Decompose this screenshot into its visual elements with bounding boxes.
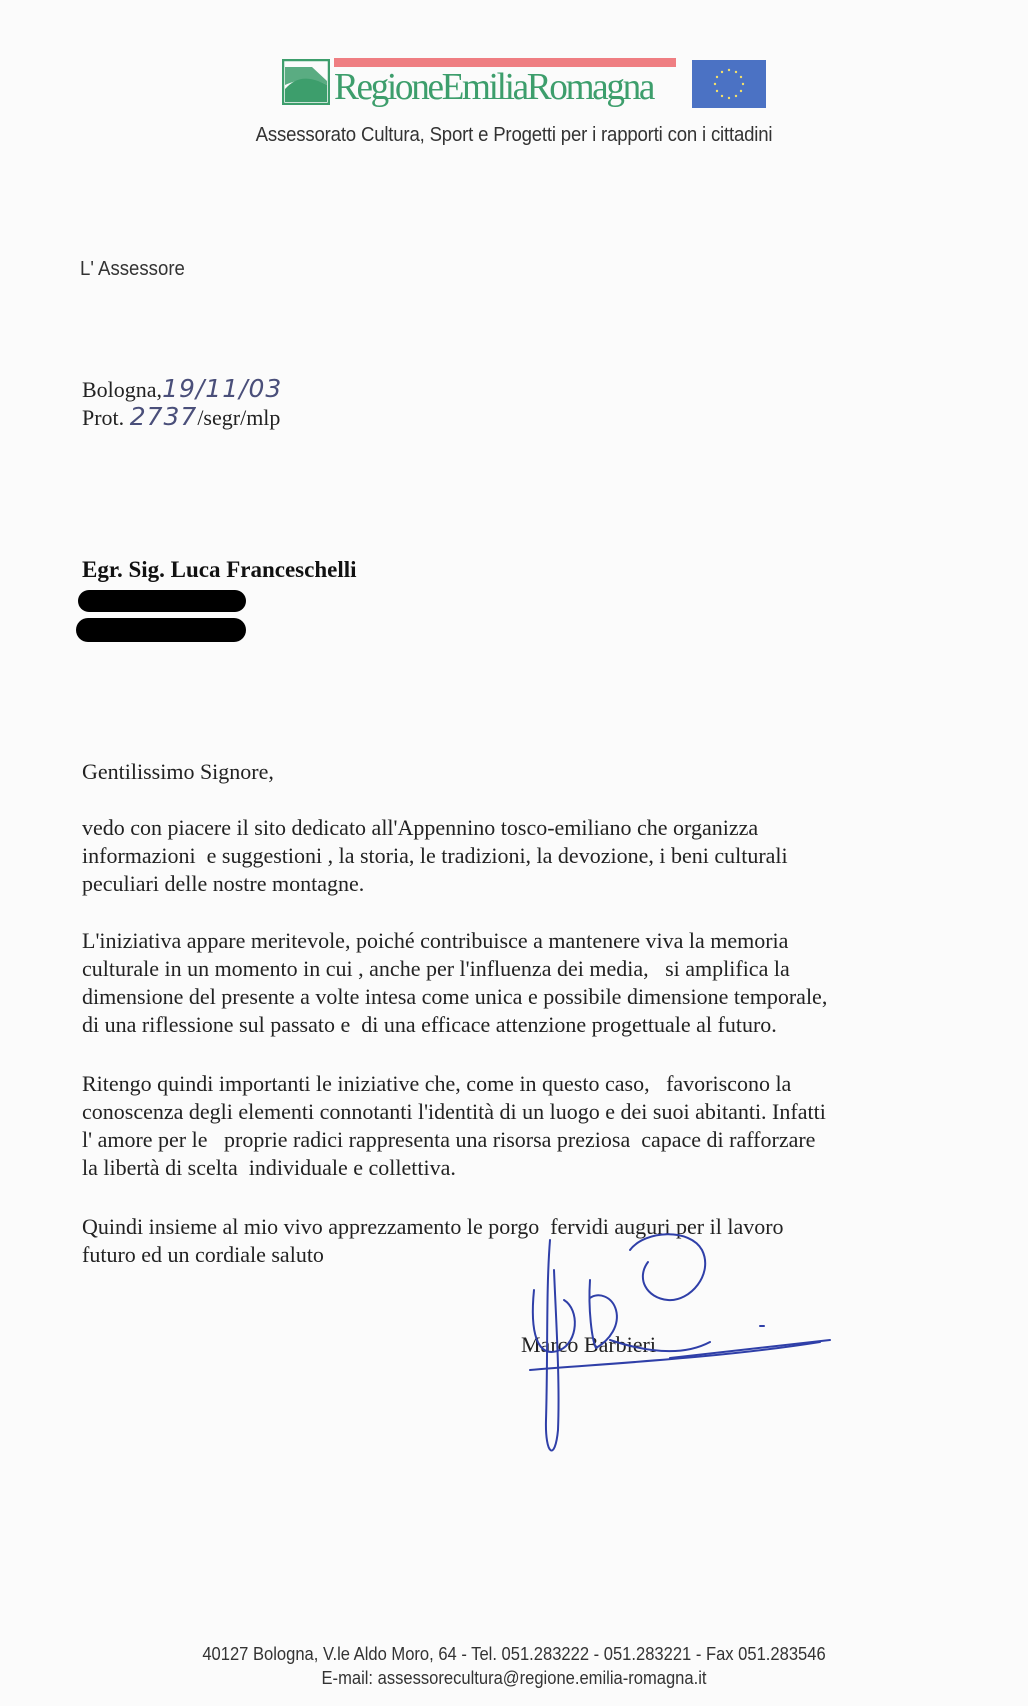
- footer-email: E-mail: assessorecultura@regione.emilia-romagna.it: [321, 1668, 707, 1688]
- date-line: [82, 374, 282, 403]
- protocol-line: [82, 402, 280, 431]
- department-subtitle: Assessorato Cultura, Sport e Progetti per i rapporti con i cittadini: [255, 124, 773, 146]
- paragraph-3: Ritengo quindi importanti le iniziative che, come in questo caso, favoriscono la conoscenza degli elementi connotanti l'identità di un luogo e dei suoi abitanti. Infatti l' amore per le proprie radici rappresenta una risorsa preziosa capace di rafforzare la libertà di scelta individuale e collettiva.: [82, 1071, 826, 1180]
- sender-role: L' Assessore: [80, 258, 185, 280]
- salutation: Gentilissimo Signore,: [82, 759, 274, 784]
- region-logo-icon: [282, 59, 330, 105]
- protocol-label: Prot.: [82, 405, 125, 430]
- redacted-address-line-2: [76, 618, 246, 642]
- footer-address: 40127 Bologna, V.le Aldo Moro, 64 - Tel. 051.283222 - 051.283221 - Fax 051.283546: [202, 1644, 826, 1664]
- handwritten-signature: [520, 1230, 850, 1470]
- date-value: 19/11/03: [162, 374, 283, 403]
- region-name-text: RegioneEmiliaRomagna: [334, 66, 654, 108]
- recipient-name: Egr. Sig. Luca Franceschelli: [82, 557, 357, 582]
- eu-flag-icon: [692, 60, 766, 108]
- paragraph-1: vedo con piacere il sito dedicato all'Appennino tosco-emiliano che organizza informazioni e suggestioni , la storia, le tradizioni, la devozione, i beni culturali peculiari delle nostre montagne.: [82, 815, 788, 896]
- paragraph-2: L'iniziativa appare meritevole, poiché contribuisce a mantenere viva la memoria culturale in un momento in cui , anche per l'influenza dei media, si amplifica la dimensione del presente a volte intesa come unica e possibile dimensione temporale, di una riflessione sul passato e di una efficace attenzione progettuale al futuro.: [82, 928, 828, 1037]
- redacted-address-line-1: [78, 590, 246, 612]
- date-label: Bologna,: [82, 377, 163, 402]
- signer-name: Marco Barbieri: [521, 1332, 656, 1357]
- letterhead-logo: [280, 56, 770, 108]
- paragraph-4: Quindi insieme al mio vivo apprezzamento le porgo fervidi auguri per il lavoro futuro ed un cordiale saluto: [82, 1214, 784, 1267]
- protocol-suffix: /segr/mlp: [197, 405, 281, 430]
- protocol-number: 2737: [129, 402, 198, 431]
